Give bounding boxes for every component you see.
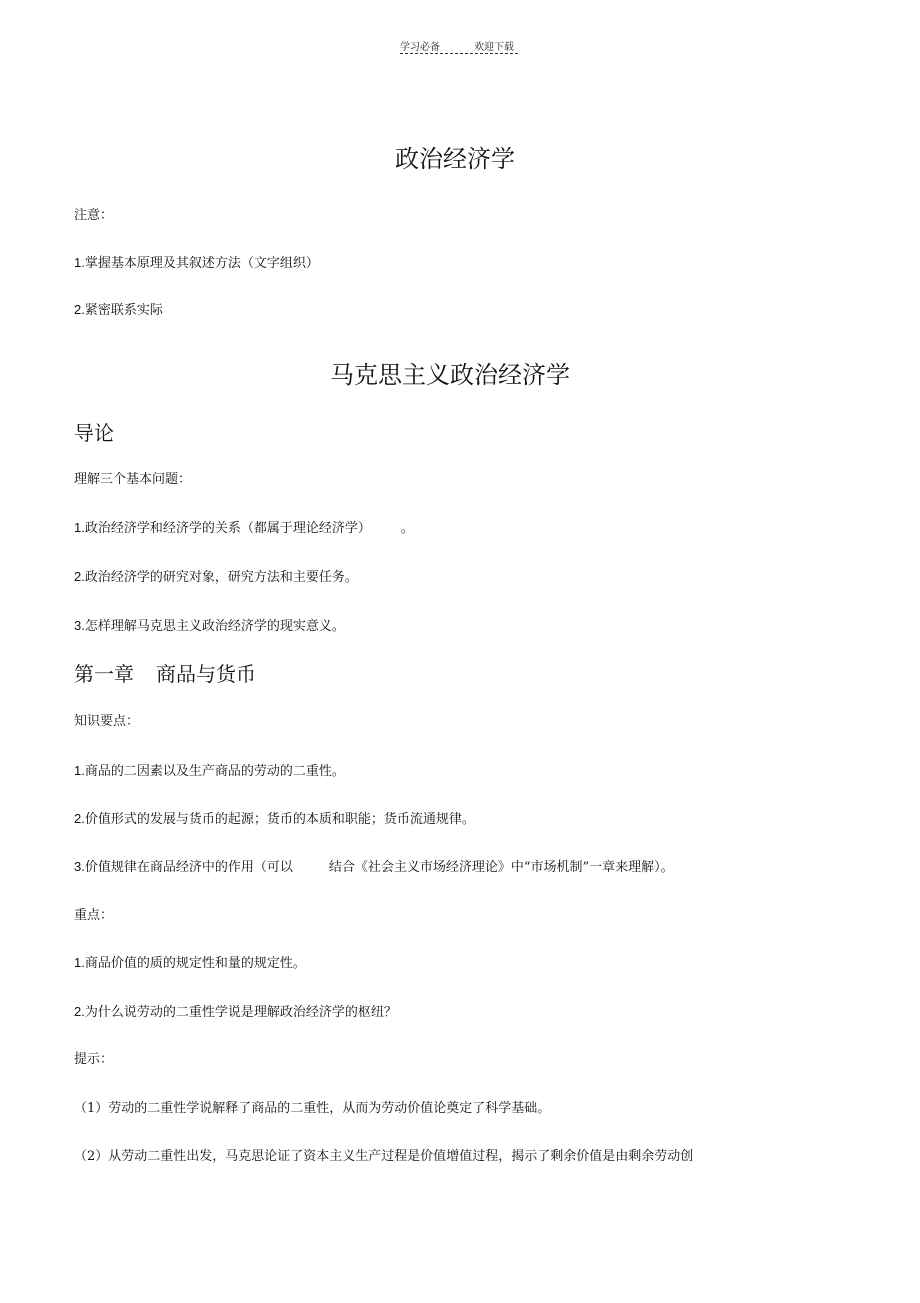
note-item-1-num: 1. — [74, 255, 85, 270]
chapter1-point-3-text: 价值规律在商品经济中的作用（可以 — [84, 860, 293, 875]
header-right-text: 欢迎下载 — [474, 42, 514, 53]
chapter1-point-2 — [74, 808, 475, 827]
intro-item-1-num: 1. — [74, 520, 85, 535]
chapter1-point-1-text: 商品的二因素以及生产商品的劳动的二重性。 — [84, 764, 345, 779]
chapter1-key-1 — [74, 952, 306, 971]
intro-item-2-num: 2. — [74, 569, 85, 584]
intro-subtitle: 理解三个基本问题： — [74, 472, 192, 487]
note-item-1 — [74, 252, 319, 271]
document-title: 政治经济学 — [395, 145, 515, 173]
chapter1-point-3-num: 3. — [74, 859, 85, 874]
chapter1-hint-1-num: （1） — [74, 1101, 109, 1116]
chapter1-key-2-num: 2. — [74, 1004, 85, 1019]
intro-item-1 — [74, 517, 414, 536]
chapter1-point-1-num: 1. — [74, 763, 85, 778]
chapter1-point-3-tail: 结合《社会主义市场经济理论》中“市场机制”一章来理解）。 — [328, 860, 674, 875]
note-item-2 — [74, 299, 163, 318]
chapter1-heading — [74, 658, 256, 687]
chapter1-hint-2-num: （2） — [74, 1149, 109, 1164]
intro-item-3-num: 3. — [74, 618, 85, 633]
chapter1-key-2 — [74, 1001, 397, 1020]
chapter1-hint-1 — [74, 1097, 550, 1116]
intro-item-3-text: 怎样理解马克思主义政治经济学的现实意义。 — [84, 619, 345, 634]
chapter1-point-3 — [74, 856, 674, 875]
section-title: 马克思主义政治经济学 — [330, 361, 570, 389]
intro-heading: 导论 — [74, 421, 114, 445]
chapter1-key-1-num: 1. — [74, 955, 85, 970]
chapter1-points-label: 知识要点： — [74, 714, 140, 729]
note-item-1-text: 掌握基本原理及其叙述方法（文字组织） — [84, 256, 319, 271]
intro-item-1-tail: 。 — [400, 521, 414, 536]
chapter1-point-1 — [74, 760, 345, 779]
note-item-2-text: 紧密联系实际 — [84, 303, 163, 318]
intro-item-2 — [74, 566, 358, 585]
chapter1-key-label: 重点： — [74, 908, 114, 923]
chapter1-point-2-num: 2. — [74, 811, 85, 826]
chapter1-point-2-text: 价值形式的发展与货币的起源；货币的本质和职能；货币流通规律。 — [84, 812, 475, 827]
chapter1-number: 第一章 — [74, 662, 134, 686]
page-header — [400, 38, 514, 53]
chapter1-hint-label: 提示： — [74, 1052, 114, 1067]
chapter1-key-2-text: 为什么说劳动的二重性学说是理解政治经济学的枢纽？ — [84, 1005, 397, 1020]
chapter1-key-1-text: 商品价值的质的规定性和量的规定性。 — [84, 956, 306, 971]
intro-item-3 — [74, 615, 345, 634]
note-label: 注意： — [74, 208, 114, 223]
chapter1-hint-1-text: 劳动的二重性学说解释了商品的二重性，从而为劳动价值论奠定了科学基础。 — [108, 1101, 551, 1116]
chapter1-hint-2-text: 从劳动二重性出发，马克思论证了资本主义生产过程是价值增值过程，揭示了剩余价值是由剩余劳动创 — [108, 1149, 694, 1164]
chapter1-title: 商品与货币 — [156, 662, 256, 686]
header-rule — [400, 53, 518, 54]
note-item-2-num: 2. — [74, 302, 85, 317]
chapter1-hint-2 — [74, 1145, 693, 1164]
intro-item-2-text: 政治经济学的研究对象，研究方法和主要任务。 — [84, 570, 358, 585]
header-left-text: 学习必备 — [400, 42, 440, 53]
intro-item-1-text: 政治经济学和经济学的关系（都属于理论经济学） — [84, 521, 371, 536]
